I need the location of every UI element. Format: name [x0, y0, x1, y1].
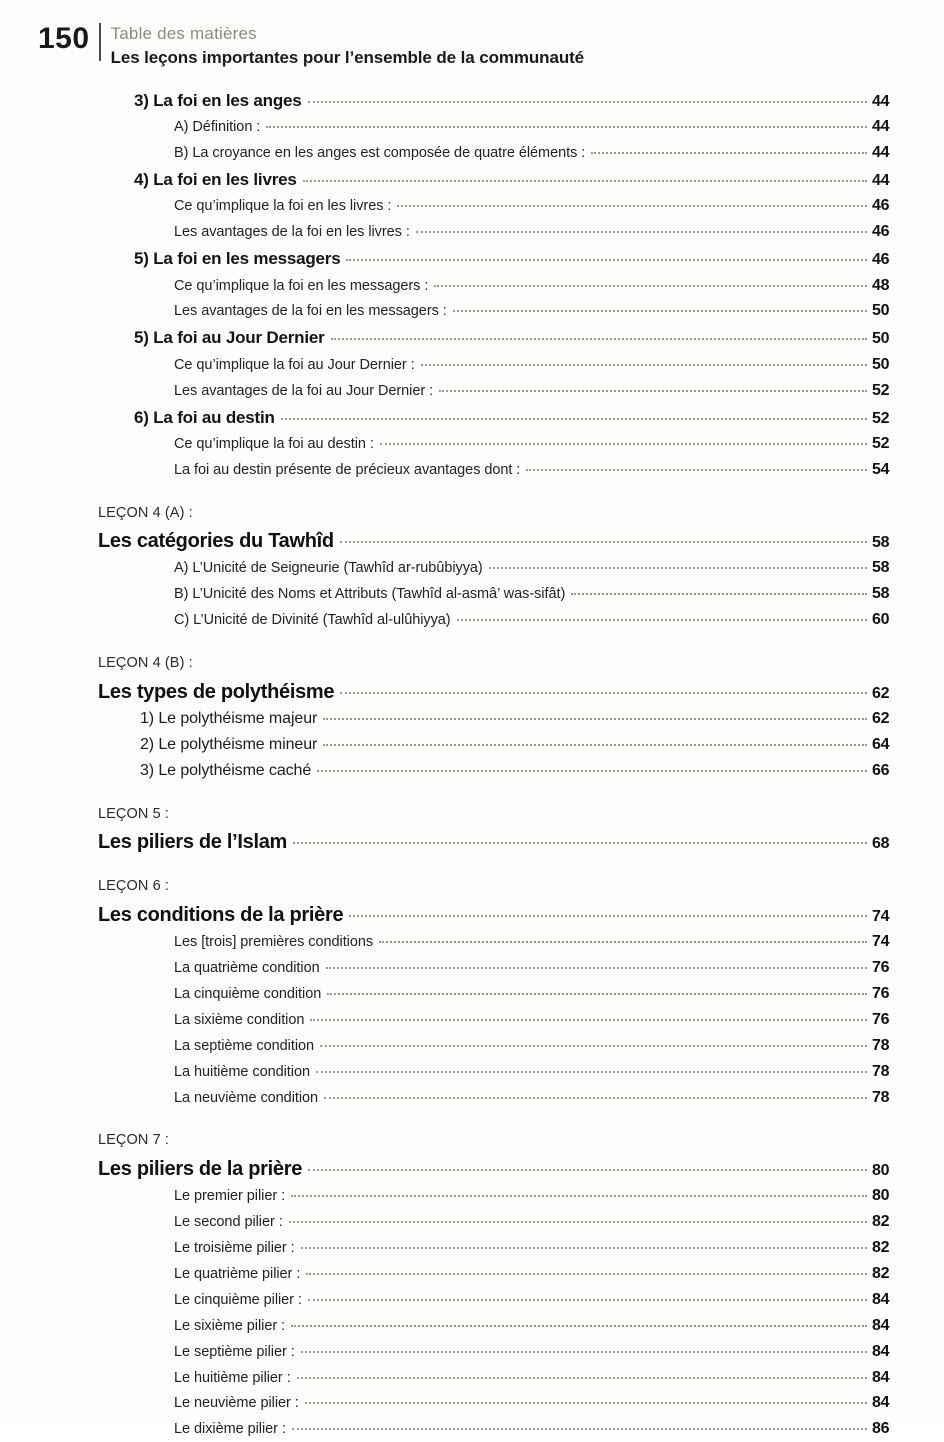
- toc-entry-page-number: 46: [872, 251, 890, 269]
- dot-leader: [316, 1070, 867, 1073]
- header-divider-rule: [99, 23, 101, 61]
- dot-leader: [305, 1401, 867, 1404]
- toc-entry-label: C) L’Unicité de Divinité (Tawhîd al-ulûhiyya): [174, 612, 451, 629]
- toc-entry-label: Les avantages de la foi au Jour Dernier :: [174, 382, 434, 399]
- toc-entry[interactable]: [0, 246, 944, 272]
- toc-entry-label: La neuvième condition: [174, 1089, 319, 1106]
- toc-entry-label: 2) Le polythéisme mineur: [140, 735, 318, 753]
- toc-entry-label: Le septième pilier :: [174, 1343, 295, 1360]
- toc-entry[interactable]: [0, 167, 944, 193]
- lesson-title-label: Les conditions de la prière: [98, 904, 344, 927]
- dot-leader: [340, 691, 867, 694]
- toc-entry-label: 4) La foi en les livres: [134, 170, 297, 190]
- toc-entry[interactable]: [0, 114, 944, 140]
- dot-leader: [317, 769, 867, 772]
- toc-entry-label: Ce qu’implique la foi en les livres :: [174, 198, 392, 215]
- dot-leader: [397, 204, 867, 207]
- toc-entry-page-number: 44: [872, 118, 890, 136]
- toc-entry-page-number: 50: [872, 302, 890, 320]
- lesson-block: [0, 804, 944, 857]
- lesson-block: [0, 876, 944, 1110]
- toc-entry-label: 3) Le polythéisme caché: [140, 761, 312, 779]
- toc-entry-page-number: 64: [872, 735, 890, 753]
- lesson-title-label: Les types de polythéisme: [98, 680, 335, 703]
- toc-entry-label: 3) La foi en les anges: [134, 91, 302, 110]
- toc-entry[interactable]: [0, 1033, 944, 1059]
- header-book-title: Les leçons importantes pour l’ensemble de la communauté: [110, 48, 585, 68]
- toc-entry-label: 5) La foi au Jour Dernier: [134, 328, 325, 348]
- toc-entry[interactable]: [0, 955, 944, 981]
- toc-entry[interactable]: [0, 431, 944, 457]
- toc-entry-label: Le cinquième pilier :: [174, 1291, 302, 1308]
- toc-entry-page-number: 54: [872, 460, 890, 478]
- toc-entry-page-number: 52: [872, 434, 890, 452]
- lesson-title-page-number: 68: [872, 835, 890, 853]
- toc-entry-label: Le second pilier :: [174, 1214, 283, 1231]
- dot-leader: [308, 1298, 867, 1301]
- dot-leader: [292, 1427, 867, 1430]
- dot-leader: [453, 309, 867, 312]
- dot-leader: [434, 284, 867, 287]
- lesson-block: [0, 653, 944, 783]
- header-section-label: Table des matières: [110, 24, 257, 43]
- lesson-kicker: LEÇON 4 (A) :: [98, 504, 193, 521]
- toc-entry-page-number: 44: [872, 172, 890, 190]
- toc-entry-page-number: 50: [872, 355, 890, 373]
- dot-leader: [416, 230, 867, 233]
- toc-entry[interactable]: [0, 607, 944, 633]
- toc-entry[interactable]: [0, 378, 944, 404]
- lesson-kicker: LEÇON 4 (B) :: [98, 655, 193, 672]
- toc-entry-label: Les [trois] premières conditions: [174, 934, 374, 951]
- lesson-title-page-number: 80: [872, 1162, 890, 1180]
- dot-leader: [266, 125, 867, 128]
- toc-entry[interactable]: [0, 219, 944, 245]
- toc-entry-page-number: 44: [872, 93, 890, 110]
- lesson-block: [0, 1130, 944, 1442]
- toc-entry[interactable]: [0, 758, 944, 784]
- toc-entry-page-number: 74: [872, 933, 890, 951]
- lesson-title-entry[interactable]: [0, 678, 944, 706]
- toc-entry[interactable]: [0, 981, 944, 1007]
- toc-entry-page-number: 86: [872, 1420, 890, 1438]
- toc-entry-page-number: 82: [872, 1238, 890, 1256]
- toc-entry-label: La quatrième condition: [174, 959, 320, 976]
- dot-leader: [320, 1044, 867, 1047]
- toc-entry[interactable]: [0, 1085, 944, 1111]
- toc-entry[interactable]: [0, 273, 944, 299]
- toc-entry[interactable]: [0, 88, 944, 114]
- toc-entry[interactable]: [0, 581, 944, 607]
- dot-leader: [324, 1096, 867, 1099]
- lesson-kicker: LEÇON 7 :: [98, 1132, 170, 1149]
- toc-entry-label: A) Définition :: [174, 119, 261, 136]
- toc-entry-label: Ce qu’implique la foi au destin :: [174, 435, 374, 452]
- toc-entry[interactable]: [0, 352, 944, 378]
- toc-entry-page-number: 80: [872, 1187, 890, 1205]
- toc-entry-label: Le neuvième pilier :: [174, 1395, 299, 1412]
- toc-entry-label: La foi au destin présente de précieux avantages dont :: [174, 461, 521, 478]
- lesson-kicker: LEÇON 6 :: [98, 878, 170, 895]
- toc-entry[interactable]: [0, 457, 944, 483]
- toc-entry-page-number: 46: [872, 223, 890, 241]
- toc-entry-label: Ce qu’implique la foi au Jour Dernier :: [174, 356, 415, 373]
- toc-entry[interactable]: [0, 706, 944, 732]
- dot-leader: [457, 618, 867, 621]
- toc-entry-label: La huitième condition: [174, 1063, 310, 1080]
- toc-entry-label: A) L’Unicité de Seigneurie (Tawhîd ar-rubûbiyya): [174, 560, 483, 577]
- dot-leader: [327, 992, 867, 995]
- toc-entry[interactable]: [0, 1390, 944, 1416]
- toc-entry-page-number: 66: [872, 761, 890, 779]
- toc-entry-page-number: 44: [872, 144, 890, 162]
- dot-leader: [349, 914, 867, 917]
- dot-leader: [489, 566, 867, 569]
- dot-leader: [301, 1246, 867, 1249]
- toc-entry[interactable]: [0, 193, 944, 219]
- toc-entry[interactable]: [0, 1007, 944, 1033]
- dot-leader: [301, 1350, 867, 1353]
- toc-entry[interactable]: [0, 405, 944, 431]
- toc-entry[interactable]: [0, 1183, 944, 1209]
- dot-leader: [281, 417, 867, 420]
- lesson-title-entry[interactable]: [0, 901, 944, 929]
- dot-leader: [380, 442, 867, 445]
- toc-entry[interactable]: [0, 298, 944, 324]
- toc-entry-label: B) La croyance en les anges est composée de quatre éléments :: [174, 145, 586, 162]
- dot-leader: [340, 540, 867, 543]
- toc-entry-page-number: 78: [872, 1088, 890, 1106]
- toc-entry-page-number: 58: [872, 585, 890, 603]
- toc-entry[interactable]: [0, 1339, 944, 1365]
- toc-entry-page-number: 76: [872, 958, 890, 976]
- lesson-title-label: Les catégories du Tawhîd: [98, 530, 334, 553]
- toc-entry-label: Le troisième pilier :: [174, 1239, 295, 1256]
- toc-entry-label: La sixième condition: [174, 1011, 305, 1028]
- toc-entry-page-number: 52: [872, 409, 890, 427]
- toc-entry-page-number: 84: [872, 1368, 890, 1386]
- lesson-title-page-number: 62: [872, 684, 890, 702]
- toc-entry[interactable]: [0, 732, 944, 758]
- lesson-title-label: Les piliers de l’Islam: [98, 831, 288, 854]
- toc-entry-label: La cinquième condition: [174, 985, 322, 1002]
- toc-entry[interactable]: [0, 1365, 944, 1391]
- toc-entry[interactable]: [0, 140, 944, 166]
- toc-entry-page-number: 84: [872, 1290, 890, 1308]
- toc-entry-page-number: 50: [872, 330, 890, 348]
- dot-leader: [323, 743, 867, 746]
- dot-leader: [308, 1168, 867, 1171]
- toc-entry[interactable]: [0, 1235, 944, 1261]
- toc-entry-label: Le dixième pilier :: [174, 1421, 286, 1438]
- toc-entry-label: Le huitième pilier :: [174, 1369, 291, 1386]
- toc-entry-page-number: 78: [872, 1036, 890, 1054]
- toc-entry-page-number: 48: [872, 276, 890, 294]
- dot-leader: [293, 841, 867, 844]
- dot-leader: [306, 1272, 867, 1275]
- toc-entry[interactable]: [0, 1261, 944, 1287]
- toc-intro-group: [0, 88, 944, 483]
- lesson-title-label: Les piliers de la prière: [98, 1158, 303, 1181]
- dot-leader: [526, 468, 867, 471]
- toc-entry-label: B) L’Unicité des Noms et Attributs (Tawhîd al-asmâ’ was-sifât): [174, 586, 566, 603]
- dot-leader: [421, 363, 867, 366]
- running-header: [0, 0, 944, 68]
- toc-entry-page-number: 76: [872, 984, 890, 1002]
- dot-leader: [291, 1194, 867, 1197]
- dot-leader: [310, 1018, 867, 1021]
- toc-entry-label: Le sixième pilier :: [174, 1317, 286, 1334]
- dot-leader: [331, 337, 867, 340]
- dot-leader: [439, 389, 867, 392]
- lesson-title-page-number: 58: [872, 534, 890, 552]
- dot-leader: [379, 940, 867, 943]
- toc-lesson-groups: [0, 503, 944, 1442]
- dot-leader: [323, 717, 867, 720]
- toc-entry-page-number: 82: [872, 1264, 890, 1282]
- toc-entry-label: Les avantages de la foi en les messagers :: [174, 303, 447, 320]
- toc-entry[interactable]: [0, 929, 944, 955]
- lesson-title-entry[interactable]: [0, 527, 944, 555]
- toc-entry-page-number: 76: [872, 1010, 890, 1028]
- lesson-title-entry[interactable]: [0, 828, 944, 856]
- toc-entry-page-number: 58: [872, 559, 890, 577]
- toc-entry-page-number: 62: [872, 709, 890, 727]
- toc-entry[interactable]: [0, 1416, 944, 1442]
- toc-entry-page-number: 84: [872, 1394, 890, 1412]
- toc-entry-label: Le premier pilier :: [174, 1188, 286, 1205]
- toc-entry[interactable]: [0, 1209, 944, 1235]
- toc-entry-page-number: 46: [872, 197, 890, 215]
- toc-entry-label: Le quatrième pilier :: [174, 1265, 301, 1282]
- toc-entry[interactable]: [0, 555, 944, 581]
- dot-leader: [297, 1376, 867, 1379]
- dot-leader: [289, 1220, 867, 1223]
- toc-entry-label: 6) La foi au destin: [134, 407, 275, 427]
- dot-leader: [591, 151, 867, 154]
- table-of-contents: [0, 88, 944, 1442]
- toc-entry-page-number: 84: [872, 1342, 890, 1360]
- toc-entry-page-number: 82: [872, 1213, 890, 1231]
- dot-leader: [308, 100, 867, 103]
- toc-entry-page-number: 84: [872, 1316, 890, 1334]
- toc-entry[interactable]: [0, 1313, 944, 1339]
- dot-leader: [571, 592, 867, 595]
- toc-entry[interactable]: [0, 1059, 944, 1085]
- dot-leader: [346, 258, 867, 261]
- toc-entry-label: Les avantages de la foi en les livres :: [174, 224, 410, 241]
- lesson-block: [0, 503, 944, 633]
- toc-entry[interactable]: [0, 1287, 944, 1313]
- dot-leader: [303, 179, 867, 182]
- lesson-title-entry[interactable]: [0, 1155, 944, 1183]
- lesson-kicker: LEÇON 5 :: [98, 805, 170, 822]
- toc-entry-label: Ce qu’implique la foi en les messagers :: [174, 277, 429, 294]
- toc-entry-label: 5) La foi en les messagers: [134, 249, 341, 269]
- toc-entry-page-number: 52: [872, 381, 890, 399]
- header-text-group: [110, 22, 585, 68]
- dot-leader: [291, 1324, 867, 1327]
- toc-entry[interactable]: [0, 325, 944, 351]
- dot-leader: [326, 966, 867, 969]
- page-folio: 150: [38, 22, 90, 55]
- toc-entry-page-number: 60: [872, 611, 890, 629]
- toc-entry-page-number: 78: [872, 1062, 890, 1080]
- lesson-title-page-number: 74: [872, 908, 890, 926]
- toc-entry-label: La septième condition: [174, 1037, 315, 1054]
- toc-entry-label: 1) Le polythéisme majeur: [140, 709, 318, 727]
